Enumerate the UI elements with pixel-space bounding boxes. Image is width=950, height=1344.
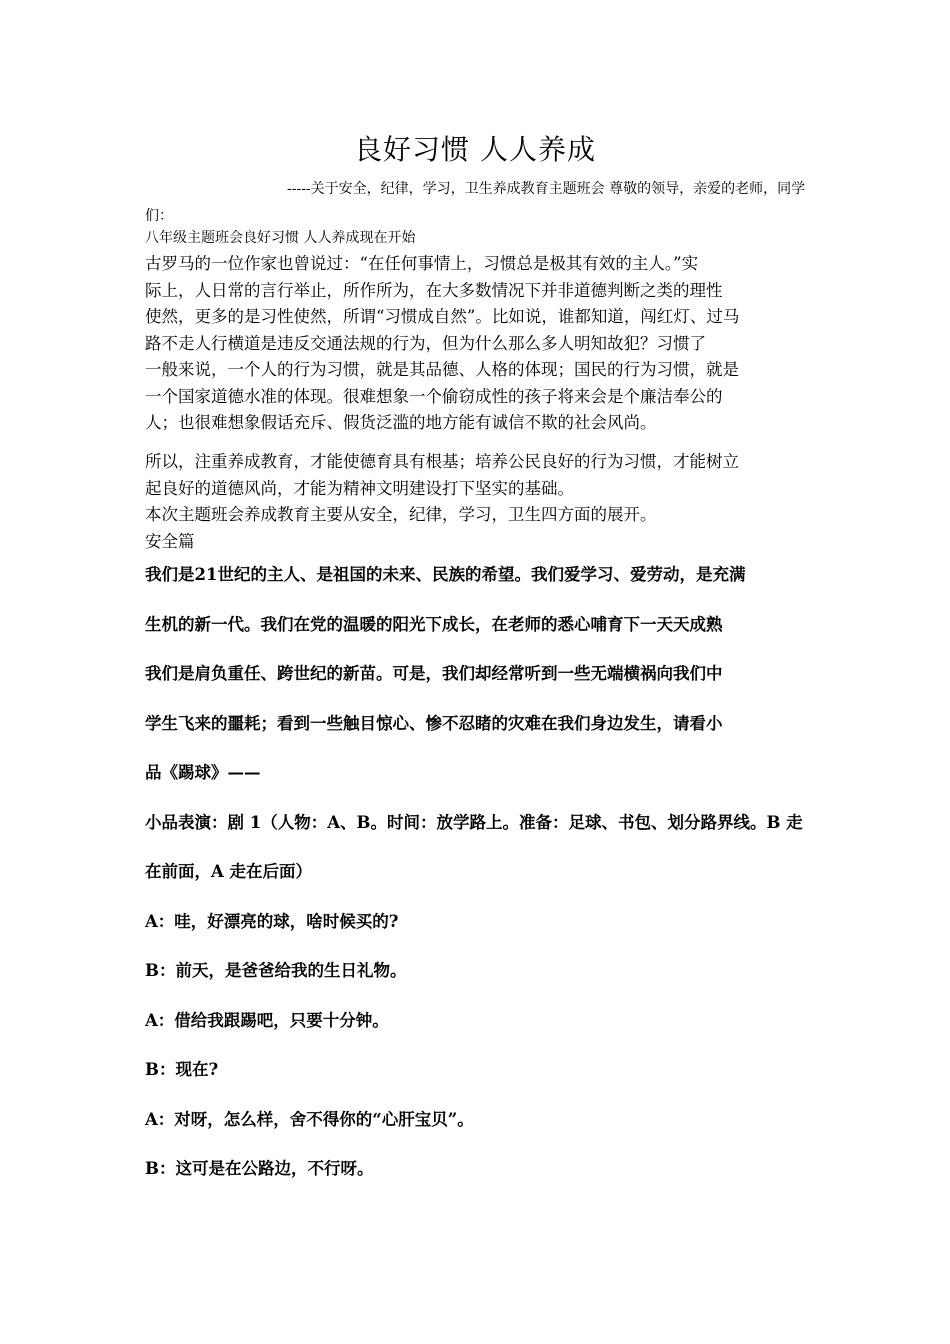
bold-line: 在前面，A 走在后面） (145, 862, 313, 881)
text-line: 起良好的道德风尚，才能为精神文明建设打下坚实的基础。 (145, 478, 574, 498)
bold-line: 生机的新一代。我们在党的温暖的阳光下成长，在老师的悉心哺育下一天天成熟 (145, 615, 723, 634)
text-line: 际上，人日常的言行举止，所作所为，在大多数情况下并非道德判断之类的理性 (145, 280, 723, 300)
dialogue-line: A：对呀，怎么样，舍不得你的“心肝宝贝”。 (145, 1110, 474, 1129)
dialogue-line: A：借给我跟踢吧，只要十分钟。 (145, 1011, 389, 1030)
document-subtitle: -----关于安全，纪律，学习，卫生养成教育主题班会 尊敬的领导，亲爱的老师，同学们： (145, 181, 806, 224)
text-line: 使然，更多的是习性使然，所谓“习惯成自然”。比如说，谁都知道，闯红灯、过马 (145, 307, 740, 326)
text-line: 一般来说，一个人的行为习惯，就是其品德、人格的体现；国民的行为习惯，就是 (145, 360, 739, 379)
paragraph-2 (145, 449, 810, 555)
dialogue-line: A：哇，好漂亮的球，啥时候买的? (145, 912, 399, 931)
paragraph-1 (145, 251, 810, 437)
text-line: 路不走人行横道是违反交通法规的行为，但为什么那么多人明知故犯？习惯了 (145, 333, 706, 353)
text-line: 古罗马的一位作家也曾说过：“在任何事情上，习惯总是极其有效的主人。”实 (145, 254, 699, 273)
bold-line: 我们是21世纪的主人、是祖国的未来、民族的希望。我们爱学习、爱劳动，是充满 (145, 565, 746, 584)
bold-line: 学生飞来的噩耗；看到一些触目惊心、惨不忍睹的灾难在我们身边发生，请看小 (145, 714, 723, 733)
document-title: 良好习惯 人人养成 (354, 133, 596, 166)
bold-line: 品《踢球》—— (145, 763, 261, 782)
dialogue-line: B：这可是在公路边，不行呀。 (145, 1159, 374, 1178)
intro-line: 八年级主题班会良好习惯 人人养成现在开始 (145, 230, 416, 246)
text-line: 人；也很难想象假话充斥、假货泛滥的地方能有诚信不欺的社会风尚。 (145, 413, 657, 432)
text-line: 所以，注重养成教育，才能使德育具有根基；培养公民良好的行为习惯，才能树立 (145, 452, 739, 471)
bold-line: 小品表演：剧 1（人物：A、B。时间：放学路上。准备：足球、书包、划分路界线。B 走 (145, 813, 803, 832)
bold-line: 我们是肩负重任、跨世纪的新苗。可是，我们却经常听到一些无端横祸向我们中 (145, 664, 723, 683)
text-line: 本次主题班会养成教育主要从安全，纪律，学习，卫生四方面的展开。 (145, 505, 657, 524)
text-line: 一个国家道德水准的体现。很难想象一个偷窃成性的孩子将来会是个廉洁奉公的 (145, 386, 723, 406)
dialogue-line: B：现在? (145, 1060, 219, 1079)
dialogue-line: B：前天，是爸爸给我的生日礼物。 (145, 961, 407, 980)
section-heading-safety: 安全篇 (145, 531, 195, 551)
